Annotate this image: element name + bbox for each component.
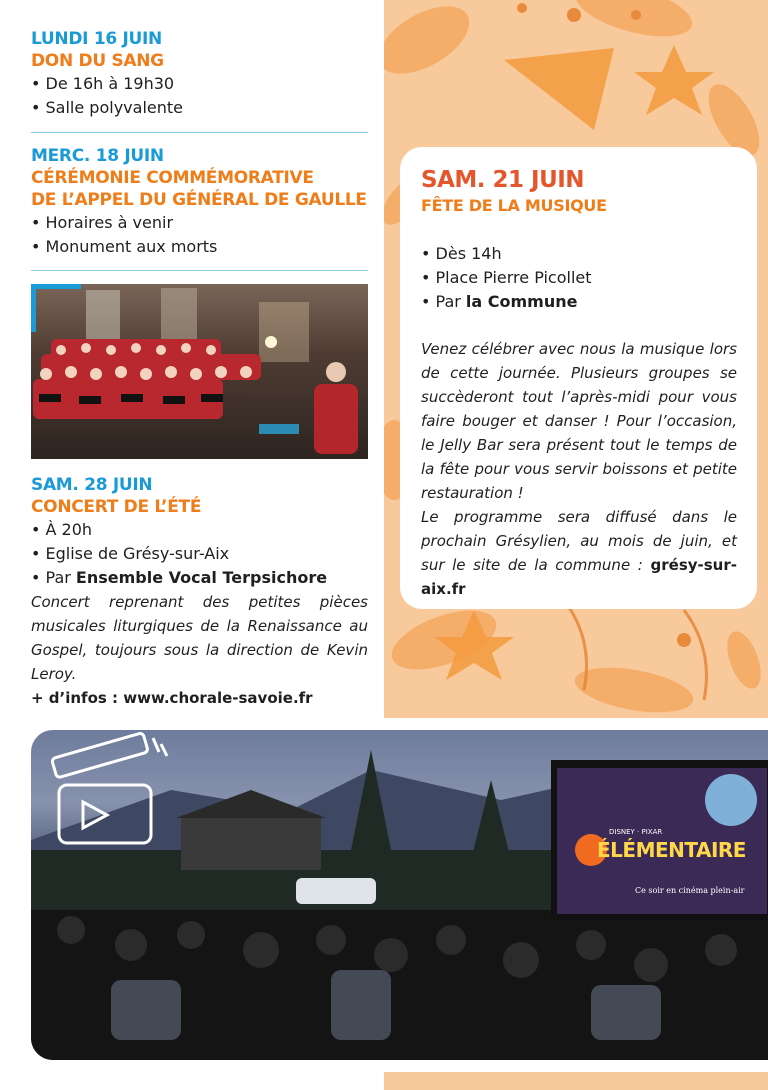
event-title: CONCERT DE L’ÉTÉ — [31, 497, 202, 517]
feature-detail: • Dès 14h — [421, 244, 502, 263]
screen-movie-title: ÉLÉMENTAIRE — [597, 838, 746, 862]
event-detail: • Horaires à venir — [31, 213, 174, 232]
screen-tagline: Ce soir en cinéma plein-air — [635, 886, 745, 895]
event-concert — [31, 474, 368, 710]
divider — [31, 132, 368, 133]
feature-organizer — [421, 290, 741, 314]
feature-description-text: Le programme sera diffusé dans le prochain Grésylien, au mois de juin, et sur le site de la commune : — [421, 508, 737, 574]
event-detail: • À 20h — [31, 520, 93, 539]
feature-description: Venez célébrer avec nous la musique lors de cette journée. Plusieurs groupes se succèderont tout l’après-midi pour vous faire bouger et danser ! Pour l’occasion, le Jelly Bar sera présent tout le temps de la fête pour vous servir boissons et petite restauration ! — [421, 340, 737, 502]
decorative-strip — [384, 1072, 768, 1090]
event-detail: • Salle polyvalente — [31, 98, 183, 117]
cinema-photo — [31, 730, 768, 1060]
screen-brand: DISNEY · PIXAR — [609, 828, 663, 836]
feature-detail: • Place Pierre Picollet — [421, 268, 592, 287]
event-detail: • Eglise de Grésy-sur-Aix — [31, 544, 230, 563]
choir-photo — [31, 284, 368, 459]
organizer-prefix: • Par — [421, 292, 466, 311]
choir-scene-illustration — [31, 284, 368, 459]
divider — [31, 270, 368, 271]
event-description: Concert reprenant des petites pièces musicales liturgiques de la Renaissance au Gospel, toujours sous la direction de Kevin Leroy. — [31, 593, 368, 683]
event-organizer — [31, 566, 368, 590]
commune-site-link[interactable]: grésy-sur-aix.fr — [421, 556, 737, 598]
event-ceremonie — [31, 145, 376, 259]
more-info-link[interactable]: + d’infos : www.chorale-savoie.fr — [31, 689, 313, 707]
clapperboard-play-icon — [59, 748, 167, 848]
event-date: LUNDI 16 JUIN — [31, 29, 162, 49]
event-don-du-sang — [31, 28, 371, 120]
event-title: DE L’APPEL DU GÉNÉRAL DE GAULLE — [31, 190, 367, 210]
event-detail: • De 16h à 19h30 — [31, 74, 175, 93]
event-title: DON DU SANG — [31, 51, 164, 71]
feature-card — [400, 147, 757, 609]
event-date: MERC. 18 JUIN — [31, 146, 164, 166]
event-date: SAM. 28 JUIN — [31, 475, 153, 495]
event-detail: • Monument aux morts — [31, 237, 218, 256]
feature-date: SAM. 21 JUIN — [421, 167, 585, 193]
event-title: CÉRÉMONIE COMMÉMORATIVE — [31, 168, 314, 188]
organizer-name: la Commune — [465, 292, 578, 311]
feature-description-2 — [421, 505, 737, 601]
feature-title: FÊTE DE LA MUSIQUE — [421, 196, 607, 215]
organizer-prefix: • Par — [31, 568, 76, 587]
cinema-screen — [557, 768, 767, 914]
organizer-name: Ensemble Vocal Terpsichore — [75, 568, 328, 587]
